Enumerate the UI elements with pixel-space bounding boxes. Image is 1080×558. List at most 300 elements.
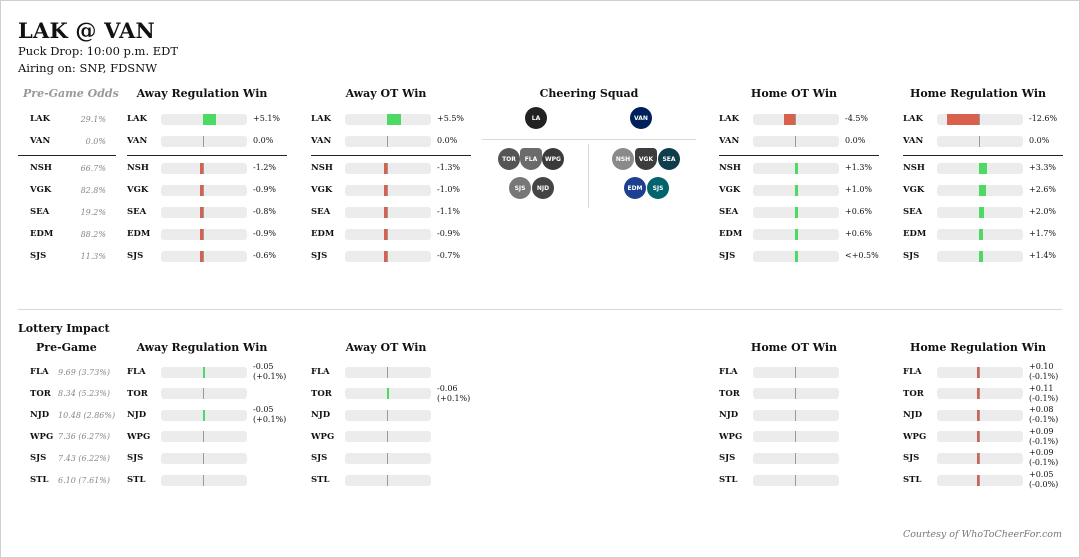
change-value-line1: -0.05 [253, 405, 274, 415]
change-bar [161, 388, 247, 399]
bar-zero-line [387, 163, 388, 174]
change-bar [161, 136, 247, 147]
team-abbr: FLA [903, 367, 922, 377]
bar-zero-line [203, 229, 204, 240]
logo-abbr: SJS [652, 184, 664, 192]
team-abbr: STL [30, 475, 49, 485]
change-bar [937, 114, 1023, 125]
team-abbr: NSH [127, 163, 149, 173]
bar-fill [795, 163, 798, 174]
team-abbr: SJS [127, 453, 144, 464]
change-value: +5.5% [437, 114, 465, 123]
jets-logo-icon [542, 148, 564, 170]
change-bar [753, 114, 839, 125]
bar-fill [200, 229, 203, 240]
change-value: -4.5% [845, 114, 869, 123]
bar-fill [977, 431, 979, 442]
home-regulation-win-header: Home Regulation Win [909, 87, 1047, 100]
change-bar [345, 136, 431, 147]
odds-row-edm [719, 227, 872, 241]
change-value: -1.0% [437, 185, 461, 194]
team-abbr: EDM [311, 229, 335, 239]
team-abbr: SJS [719, 453, 736, 464]
bar-zero-line [979, 367, 980, 378]
odds-row-lak [311, 112, 464, 126]
lottery-row-njd [127, 405, 287, 425]
bar-zero-line [203, 388, 204, 399]
bar-fill [977, 453, 979, 464]
change-value: 0.0% [253, 136, 274, 145]
change-bar [161, 207, 247, 218]
change-value-line1: +0.08 [1029, 405, 1054, 415]
lottery-pregame-value: 9.69 (3.73%) [58, 367, 111, 377]
team-abbr: LAK [311, 114, 331, 124]
team-abbr: NJD [903, 410, 923, 421]
change-value: <+0.5% [845, 251, 879, 260]
bar-fill [784, 114, 795, 125]
bar-zero-line [203, 251, 204, 262]
lottery-away-ot-win-panel [311, 340, 481, 490]
team-abbr: SEA [127, 207, 147, 217]
change-bar [345, 431, 431, 442]
team-abbr: NJD [30, 410, 50, 421]
home-ot-win-header: Home OT Win [750, 87, 838, 100]
change-bar [937, 431, 1023, 442]
bar-fill [384, 207, 387, 218]
lottery-row-wpg [311, 430, 437, 444]
group-separator [903, 155, 1063, 156]
lottery-row-tor [903, 383, 1059, 403]
team-abbr: EDM [30, 229, 54, 239]
change-value: -0.7% [437, 251, 461, 260]
change-bar [937, 453, 1023, 464]
team-abbr: SJS [903, 251, 920, 261]
team-abbr: NSH [719, 163, 741, 173]
lottery-row-tor [311, 383, 471, 403]
lottery-row-fla [903, 362, 1059, 381]
change-bar [937, 136, 1023, 147]
pregame-row [30, 112, 106, 126]
team-abbr: LAK [30, 114, 50, 124]
change-bar [753, 185, 839, 196]
bar-zero-line [387, 475, 388, 486]
team-abbr: VGK [30, 185, 52, 195]
change-value-line1: +0.11 [1029, 383, 1054, 393]
team-abbr: STL [903, 475, 922, 485]
change-value-line1: +0.10 [1029, 362, 1054, 371]
change-bar [161, 114, 247, 125]
bar-fill [384, 185, 387, 196]
odds-row-nsh [127, 161, 276, 175]
lottery-away-regulation-win-header: Away Regulation Win [136, 341, 268, 354]
logo-abbr: FLA [524, 155, 538, 163]
change-bar [937, 229, 1023, 240]
team-abbr: WPG [311, 431, 335, 442]
pregame-odds-value: 0.0% [85, 136, 106, 146]
team-abbr: FLA [311, 367, 330, 377]
change-value: -0.6% [253, 251, 277, 260]
logo-abbr: VGK [638, 155, 654, 163]
pregame-odds-header: Pre-Game Odds [23, 87, 119, 100]
team-abbr: TOR [127, 388, 148, 399]
change-value: -1.3% [437, 163, 461, 172]
odds-row-edm [903, 227, 1056, 241]
bar-fill [203, 410, 205, 421]
lottery-pregame-value: 10.48 (2.86%) [58, 410, 116, 420]
change-value-line2: (+0.1%) [253, 372, 287, 381]
odds-row-edm [127, 227, 276, 241]
change-value-line2: (-0.1%) [1029, 458, 1059, 468]
change-value: -1.1% [437, 207, 461, 216]
change-bar [937, 475, 1023, 486]
bar-zero-line [979, 388, 980, 399]
away-ot-win-panel [311, 86, 481, 266]
odds-row-sea [903, 205, 1056, 219]
oilers-logo-icon [624, 177, 646, 199]
team-abbr: FLA [30, 367, 49, 377]
change-bar [161, 431, 247, 442]
lottery-row-wpg [127, 430, 253, 444]
change-bar [753, 163, 839, 174]
sharks-logo-icon [647, 177, 669, 199]
bar-fill [200, 163, 203, 174]
team-abbr: NSH [903, 163, 925, 173]
odds-row-sjs [127, 249, 276, 263]
panthers-logo-icon [520, 148, 542, 170]
change-bar [753, 251, 839, 262]
lottery-pregame-row [30, 473, 122, 487]
section-divider [18, 309, 1062, 310]
bar-fill [979, 207, 984, 218]
pregame-odds-value: 29.1% [80, 114, 106, 124]
lottery-row-njd [719, 408, 845, 422]
change-value: +0.6% [845, 229, 873, 238]
team-abbr: SEA [311, 207, 331, 217]
lottery-row-stl [719, 473, 845, 487]
change-value: -1.2% [253, 163, 277, 172]
team-abbr: LAK [127, 114, 147, 124]
team-abbr: WPG [903, 431, 927, 442]
odds-row-vgk [903, 183, 1056, 197]
change-bar [937, 207, 1023, 218]
odds-row-edm [311, 227, 460, 241]
change-value-line1: -0.06 [437, 383, 458, 393]
kings-logo-icon [525, 107, 547, 129]
lottery-away-ot-win-header: Away OT Win [345, 341, 427, 354]
change-bar [161, 251, 247, 262]
logo-abbr: VAN [634, 114, 648, 122]
predators-logo-icon [612, 148, 634, 170]
team-abbr: STL [719, 475, 738, 485]
bar-zero-line [387, 251, 388, 262]
logo-abbr: SEA [662, 155, 676, 163]
cheering-squad-header: Cheering Squad [539, 87, 639, 100]
team-abbr: VAN [311, 136, 332, 146]
away-regulation-win-panel [127, 86, 297, 266]
team-abbr: NJD [311, 410, 331, 421]
odds-row-vgk [719, 183, 872, 197]
change-value: +1.7% [1029, 229, 1057, 238]
bar-fill [979, 185, 986, 196]
lottery-pregame-panel [18, 340, 118, 490]
lottery-pregame-row [30, 408, 122, 422]
team-abbr: LAK [903, 114, 923, 124]
bar-fill [387, 114, 401, 125]
change-value [1029, 362, 1058, 382]
odds-row-sjs [903, 249, 1056, 263]
lottery-pregame-row [30, 365, 122, 379]
bar-fill [979, 163, 987, 174]
bar-fill [384, 251, 387, 262]
team-abbr: TOR [903, 388, 924, 399]
bar-zero-line [203, 475, 204, 486]
cheering-vertical-divider [588, 144, 589, 208]
bar-fill [979, 251, 983, 262]
lottery-pregame-row [30, 430, 122, 444]
lottery-row-stl [311, 473, 437, 487]
cheering-divider [482, 139, 696, 140]
change-bar [937, 367, 1023, 378]
team-abbr: EDM [903, 229, 927, 239]
change-value-line2: (-0.1%) [1029, 393, 1059, 403]
change-bar [161, 185, 247, 196]
puck-drop-time: Puck Drop: 10:00 p.m. EDT [18, 44, 179, 58]
group-separator [311, 155, 471, 156]
pregame-odds-value: 19.2% [80, 207, 106, 217]
team-abbr: SEA [903, 207, 923, 217]
logo-abbr: EDM [627, 184, 643, 192]
change-bar [753, 431, 839, 442]
odds-row-lak [903, 112, 1057, 126]
team-abbr: VGK [903, 185, 925, 195]
bar-fill [203, 367, 205, 378]
odds-row-lak [127, 112, 280, 126]
odds-row-van [127, 134, 273, 148]
lottery-away-regulation-win-panel [127, 340, 297, 490]
pregame-odds-value: 66.7% [80, 163, 106, 173]
team-abbr: VAN [903, 136, 924, 146]
change-bar [753, 229, 839, 240]
team-abbr: NSH [30, 163, 52, 173]
pregame-odds-value: 88.2% [80, 229, 106, 239]
odds-row-van [311, 134, 457, 148]
change-value: +1.4% [1029, 251, 1057, 260]
team-abbr: TOR [719, 388, 740, 399]
odds-row-van [903, 134, 1049, 148]
bar-fill [977, 475, 979, 486]
change-bar [753, 475, 839, 486]
bar-fill [200, 251, 203, 262]
group-separator [719, 155, 879, 156]
pregame-odds-value: 82.8% [80, 185, 106, 195]
team-abbr: LAK [719, 114, 739, 124]
team-abbr: SJS [903, 453, 920, 464]
change-value-line2: (-0.1%) [1029, 415, 1059, 425]
change-value [1029, 384, 1058, 404]
lottery-row-fla [127, 362, 287, 381]
change-value: 0.0% [1029, 136, 1050, 145]
change-bar [753, 367, 839, 378]
bar-zero-line [387, 367, 388, 378]
bar-zero-line [203, 185, 204, 196]
home-regulation-win-panel [903, 86, 1073, 266]
bar-zero-line [979, 475, 980, 486]
team-abbr: SJS [30, 453, 47, 464]
pregame-row [30, 183, 106, 197]
lottery-home-regulation-win-panel [903, 340, 1073, 490]
pregame-row [30, 205, 106, 219]
team-abbr: WPG [719, 431, 743, 442]
team-abbr: VGK [127, 185, 149, 195]
change-bar [345, 388, 431, 399]
bar-zero-line [979, 136, 980, 147]
change-bar [345, 475, 431, 486]
change-bar [345, 229, 431, 240]
logo-abbr: LA [531, 114, 541, 122]
team-abbr: VGK [719, 185, 741, 195]
change-value-line2: (+0.1%) [253, 415, 287, 425]
change-bar [345, 207, 431, 218]
change-bar [753, 388, 839, 399]
odds-row-sea [311, 205, 460, 219]
lottery-row-sjs [719, 451, 845, 465]
odds-row-lak [719, 112, 868, 126]
lottery-pregame-value: 8.34 (5.23%) [58, 389, 111, 399]
team-abbr: SJS [311, 251, 328, 261]
change-value: -12.6% [1029, 114, 1058, 123]
bar-zero-line [387, 410, 388, 421]
change-value: +3.3% [1029, 163, 1057, 172]
away-ot-win-header: Away OT Win [345, 87, 427, 100]
logo-abbr: SJS [514, 184, 526, 192]
lottery-pregame-value: 7.43 (6.22%) [58, 453, 111, 463]
bar-fill [979, 229, 983, 240]
change-bar [937, 388, 1023, 399]
lottery-row-sjs [127, 451, 253, 465]
team-abbr: SEA [719, 207, 739, 217]
lottery-pregame-row [30, 451, 122, 465]
bar-zero-line [203, 163, 204, 174]
change-value: +0.6% [845, 207, 873, 216]
change-value: -0.9% [437, 229, 461, 238]
bar-fill [977, 410, 979, 421]
bar-zero-line [203, 136, 204, 147]
change-bar [345, 163, 431, 174]
odds-row-sjs [311, 249, 460, 263]
broadcast-networks: Airing on: SNP, FDSNW [18, 61, 158, 75]
team-abbr: SJS [719, 251, 736, 261]
change-bar [161, 229, 247, 240]
team-abbr: WPG [30, 431, 54, 442]
group-separator [127, 155, 287, 156]
bar-fill [977, 388, 979, 399]
odds-row-vgk [311, 183, 460, 197]
team-abbr: WPG [127, 431, 151, 442]
bar-zero-line [387, 136, 388, 147]
lottery-row-stl [903, 470, 1059, 489]
change-value-line1: +0.09 [1029, 448, 1054, 458]
odds-row-sjs [719, 249, 879, 263]
bar-fill [200, 207, 203, 218]
odds-row-nsh [311, 161, 460, 175]
change-value [253, 405, 286, 425]
change-bar [345, 114, 431, 125]
bar-zero-line [203, 431, 204, 442]
team-abbr: SJS [30, 251, 47, 261]
bar-zero-line [795, 410, 796, 421]
lottery-row-fla [719, 365, 845, 379]
lottery-row-sjs [903, 448, 1059, 468]
change-value-line1: +0.05 [1029, 470, 1054, 479]
change-bar [753, 136, 839, 147]
golden-knights-logo-icon [635, 148, 657, 170]
pregame-odds-panel [18, 86, 119, 266]
change-value: 0.0% [437, 136, 458, 145]
logo-abbr: NJD [536, 184, 550, 192]
logo-abbr: WPG [545, 155, 561, 163]
change-value: -0.8% [253, 207, 277, 216]
team-abbr: STL [127, 475, 146, 485]
change-bar [937, 163, 1023, 174]
game-title: LAK @ VAN [18, 18, 155, 43]
team-abbr: VAN [127, 136, 148, 146]
lottery-pregame-header: Pre-Game [36, 341, 97, 354]
bar-fill [387, 388, 389, 399]
change-value: 0.0% [845, 136, 866, 145]
change-value: +2.0% [1029, 207, 1057, 216]
team-abbr: FLA [127, 367, 146, 377]
change-value [1029, 448, 1058, 468]
change-value [437, 384, 470, 404]
lottery-row-njd [311, 408, 437, 422]
canucks-logo-icon [630, 107, 652, 129]
bar-fill [795, 251, 798, 262]
bar-fill [200, 185, 203, 196]
odds-row-vgk [127, 183, 276, 197]
courtesy-credit[interactable]: Courtesy of WhoToCheerFor.com [902, 529, 1062, 540]
maple-leafs-logo-icon [498, 148, 520, 170]
change-value-line1: +0.09 [1029, 426, 1054, 436]
change-value-line2: (-0.1%) [1029, 372, 1059, 381]
change-bar [937, 410, 1023, 421]
bar-zero-line [387, 229, 388, 240]
bar-zero-line [795, 431, 796, 442]
change-value [1029, 405, 1058, 425]
lottery-pregame-value: 7.36 (6.27%) [58, 432, 111, 442]
change-value: -0.9% [253, 185, 277, 194]
pregame-row [30, 249, 106, 263]
change-bar [753, 207, 839, 218]
team-abbr: EDM [719, 229, 743, 239]
change-value-line2: (-0.0%) [1029, 480, 1059, 489]
team-abbr: TOR [30, 388, 51, 399]
change-bar [937, 185, 1023, 196]
change-value-line1: -0.05 [253, 362, 274, 371]
pregame-row [30, 227, 106, 241]
team-abbr: VAN [30, 136, 51, 146]
team-abbr: NJD [127, 410, 147, 421]
group-separator [18, 155, 116, 156]
bar-fill [977, 367, 979, 378]
team-abbr: EDM [127, 229, 151, 239]
change-value: +5.1% [253, 114, 281, 123]
bar-fill [795, 207, 798, 218]
pregame-row [30, 161, 106, 175]
lottery-impact-title: Lottery Impact [18, 322, 110, 335]
bar-zero-line [979, 453, 980, 464]
change-value [1029, 427, 1058, 447]
change-bar [345, 367, 431, 378]
